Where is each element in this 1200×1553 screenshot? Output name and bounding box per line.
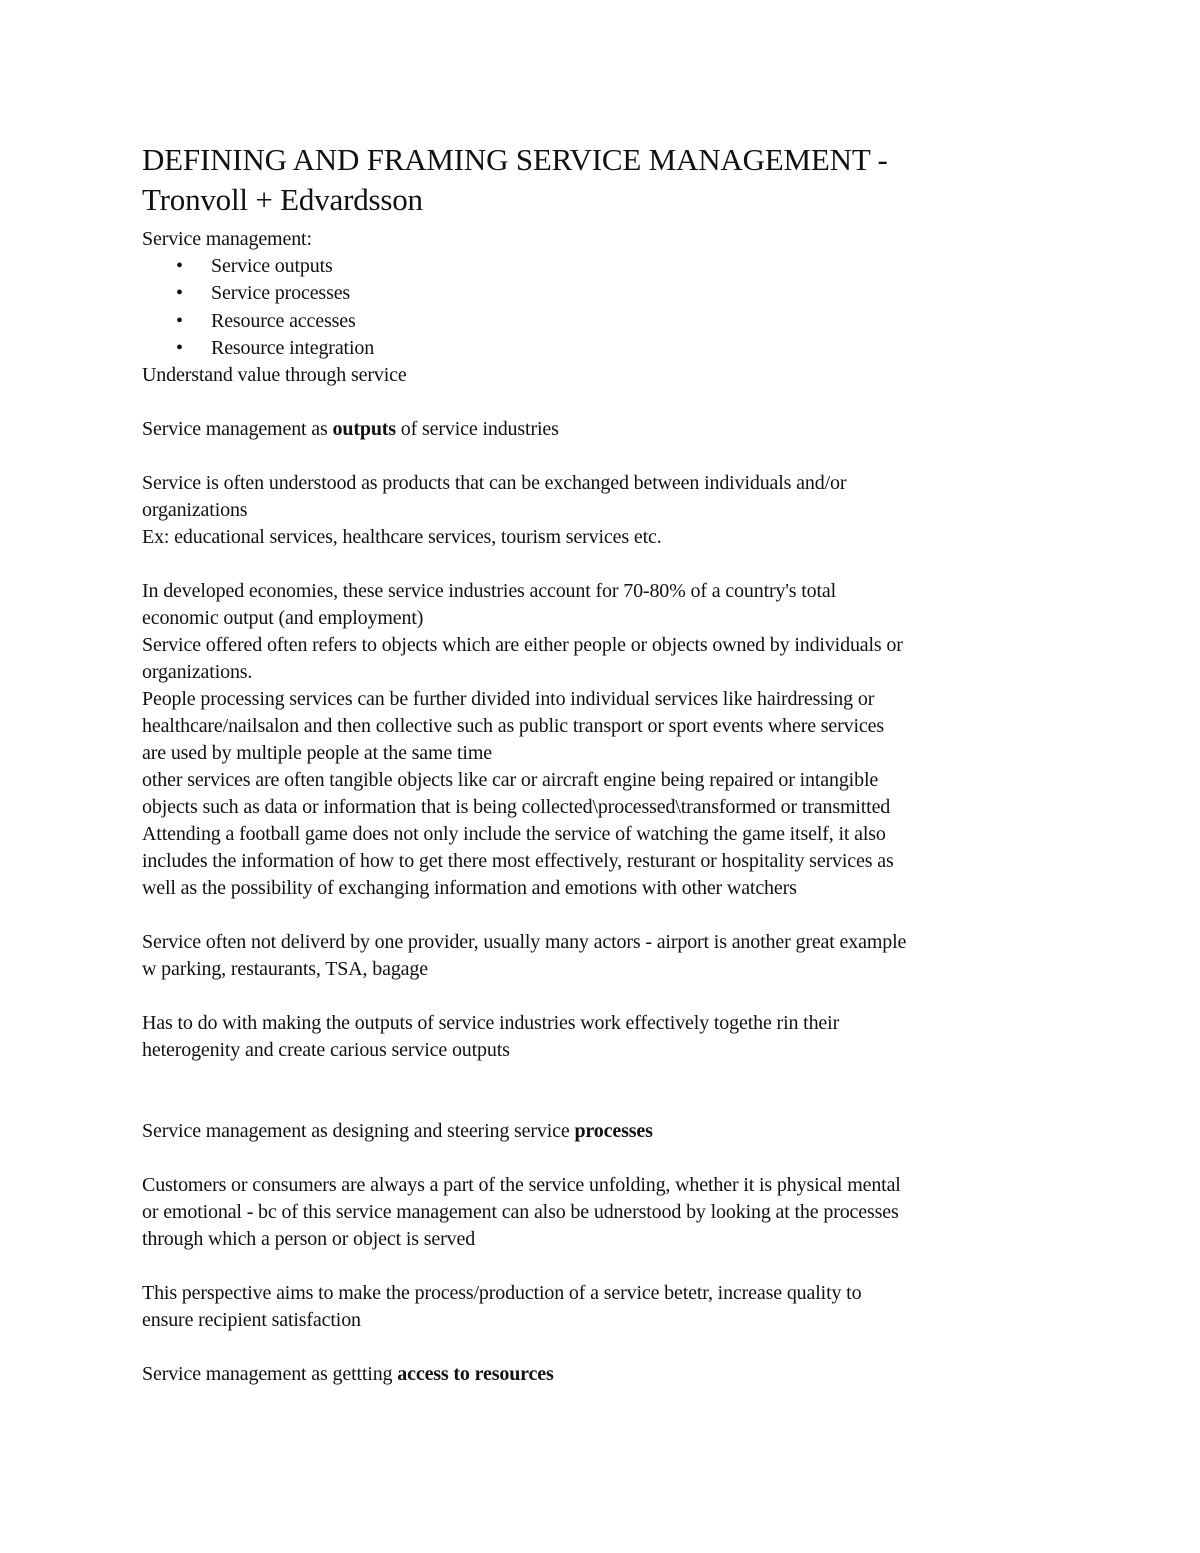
spacer bbox=[142, 443, 1072, 470]
heading-text: Service management as bbox=[142, 418, 333, 441]
spacer bbox=[142, 1064, 1072, 1118]
paragraph-line: Ex: educational services, healthcare services, tourism services etc. bbox=[142, 526, 662, 549]
paragraph-line: This perspective aims to make the process/production of a service betetr, increase quality to bbox=[142, 1282, 862, 1305]
spacer bbox=[142, 902, 1072, 929]
list-item-text: Service outputs bbox=[211, 255, 333, 277]
paragraph-line: organizations. bbox=[142, 661, 253, 684]
paragraph-line: well as the possibility of exchanging information and emotions with other watchers bbox=[142, 877, 797, 900]
heading-text: Service management as designing and steering service bbox=[142, 1120, 575, 1143]
paragraph-many-actors bbox=[142, 929, 1072, 983]
paragraph-heterogenity bbox=[142, 1010, 1072, 1064]
heading-bold-text: processes bbox=[574, 1120, 653, 1143]
document-title bbox=[142, 140, 1072, 220]
bullet-icon: • bbox=[176, 282, 183, 305]
paragraph-customers bbox=[142, 1172, 1072, 1253]
paragraph-line: Customers or consumers are always a part of the service unfolding, whether it is physical mental bbox=[142, 1174, 901, 1197]
paragraph-line: through which a person or object is served bbox=[142, 1228, 476, 1251]
paragraph-line: other services are often tangible objects like car or aircraft engine being repaired or intangible bbox=[142, 769, 879, 792]
understand-line: Understand value through service bbox=[142, 364, 407, 387]
paragraph-line: organizations bbox=[142, 499, 248, 522]
paragraph-line: are used by multiple people at the same time bbox=[142, 742, 492, 765]
paragraph-outputs-detail bbox=[142, 578, 1072, 902]
paragraph-line: In developed economies, these service industries account for 70-80% of a country's total bbox=[142, 580, 837, 603]
list-item bbox=[142, 253, 1072, 280]
spacer bbox=[142, 983, 1072, 1010]
list-item bbox=[142, 280, 1072, 307]
bullet-icon: • bbox=[176, 336, 183, 359]
section-heading-access bbox=[142, 1361, 1072, 1388]
title-line-1: DEFINING AND FRAMING SERVICE MANAGEMENT - bbox=[142, 142, 888, 177]
heading-text: Service management as gettting bbox=[142, 1363, 398, 1386]
paragraph-line: includes the information of how to get there most effectively, resturant or hospitality services as bbox=[142, 850, 894, 873]
bullet-list bbox=[142, 253, 1072, 362]
paragraph-line: economic output (and employment) bbox=[142, 607, 424, 630]
paragraph-line: Service offered often refers to objects which are either people or objects owned by individuals or bbox=[142, 634, 903, 657]
paragraph-line: Service often not deliverd by one provider, usually many actors - airport is another great example bbox=[142, 931, 907, 954]
paragraph-line: heterogenity and create carious service outputs bbox=[142, 1039, 510, 1062]
spacer bbox=[142, 1334, 1072, 1361]
intro-label: Service management: bbox=[142, 228, 312, 250]
document-body bbox=[142, 140, 1072, 1388]
section-heading-outputs bbox=[142, 416, 1072, 443]
paragraph-line: objects such as data or information that is being collected\processed\transformed or transmitted bbox=[142, 796, 891, 819]
heading-bold-text: outputs bbox=[332, 418, 396, 441]
paragraph-line: Has to do with making the outputs of service industries work effectively togethe rin their bbox=[142, 1012, 840, 1035]
list-item bbox=[142, 335, 1072, 362]
paragraph-perspective bbox=[142, 1280, 1072, 1334]
spacer bbox=[142, 389, 1072, 416]
paragraph-line: ensure recipient satisfaction bbox=[142, 1309, 361, 1332]
list-item-text: Service processes bbox=[211, 282, 351, 305]
list-item-text: Resource integration bbox=[211, 336, 375, 359]
paragraph-line: healthcare/nailsalon and then collective such as public transport or sport events where services bbox=[142, 715, 884, 738]
list-item bbox=[142, 308, 1072, 335]
spacer bbox=[142, 551, 1072, 578]
heading-text: of service industries bbox=[395, 418, 559, 441]
bullet-icon: • bbox=[176, 255, 183, 277]
spacer bbox=[142, 1145, 1072, 1172]
paragraph-line: People processing services can be further divided into individual services like hairdressing or bbox=[142, 688, 875, 711]
spacer bbox=[142, 1253, 1072, 1280]
section-heading-processes bbox=[142, 1118, 1072, 1145]
heading-bold-text: access to resources bbox=[397, 1363, 554, 1386]
paragraph-line: Service is often understood as products that can be exchanged between individuals and/or bbox=[142, 472, 847, 495]
title-line-2: Tronvoll + Edvardsson bbox=[142, 182, 423, 217]
list-item-text: Resource accesses bbox=[211, 309, 356, 332]
paragraph-line: or emotional - bc of this service management can also be udnerstood by looking at the processes bbox=[142, 1201, 899, 1224]
bullet-icon: • bbox=[176, 309, 183, 332]
paragraph-line: Attending a football game does not only include the service of watching the game itself, it also bbox=[142, 823, 886, 846]
paragraph-line: w parking, restaurants, TSA, bagage bbox=[142, 958, 428, 981]
